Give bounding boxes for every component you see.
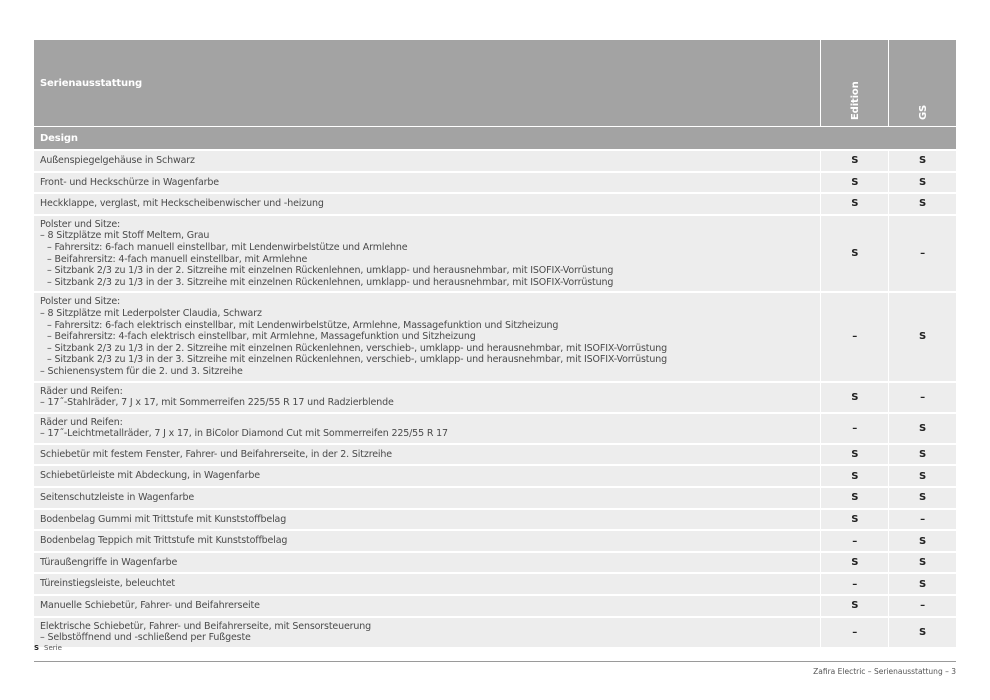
- row-label-line: Schiebetürleiste mit Abdeckung, in Wagenfarbe: [40, 470, 260, 482]
- value-edition: –: [821, 574, 888, 594]
- value-edition: S: [821, 151, 888, 171]
- value-edition: –: [821, 618, 888, 647]
- table-row: [34, 596, 956, 616]
- row-label-line: Schiebetür mit festem Fenster, Fahrer- und Beifahrerseite, in der 2. Sitzreihe: [40, 448, 392, 460]
- row-label-line: – Sitzbank 2/3 zu 1/3 in der 2. Sitzreihe mit einzelnen Rückenlehnen, verschieb-, umklapp- und herausnehmbar, mit ISOFIX-Vorrüstung: [47, 342, 667, 354]
- row-label: [34, 151, 820, 171]
- row-label-line: – Fahrersitz: 6-fach manuell einstellbar, mit Lendenwirbelstütze und Armlehne: [47, 241, 408, 253]
- table-row: [34, 574, 956, 594]
- row-label-line: – Sitzbank 2/3 zu 1/3 in der 3. Sitzreihe mit einzelnen Rückenlehnen, verschieb-, umklapp- und herausnehmbar, mit ISOFIX-Vorrüstung: [47, 354, 667, 366]
- row-label-line: Räder und Reifen:: [40, 385, 123, 397]
- value-edition: –: [821, 531, 888, 551]
- row-label-line: Türaußengriffe in Wagenfarbe: [40, 556, 178, 568]
- value-gs: S: [889, 151, 956, 171]
- value-edition: –: [821, 293, 888, 380]
- legend-symbol: S: [34, 644, 40, 652]
- legend: [34, 644, 62, 652]
- row-label: [34, 173, 820, 193]
- value-gs: S: [889, 574, 956, 594]
- row-label-line: – Fahrersitz: 6-fach elektrisch einstellbar, mit Lendenwirbelstütze, Armlehne, Massagefunktion und Sitzheizung: [47, 319, 559, 331]
- row-label-line: Manuelle Schiebetür, Fahrer- und Beifahrerseite: [40, 600, 260, 612]
- row-label-line: Bodenbelag Teppich mit Trittstufe mit Kunststoffbelag: [40, 535, 288, 547]
- value-edition: S: [821, 216, 888, 292]
- column-header-edition: [821, 40, 888, 126]
- row-label: [34, 194, 820, 214]
- table-row: [34, 194, 956, 214]
- row-label: [34, 466, 820, 486]
- value-edition: S: [821, 466, 888, 486]
- value-gs: S: [889, 414, 956, 443]
- row-label-line: Außenspiegelgehäuse in Schwarz: [40, 155, 195, 166]
- value-gs: S: [889, 293, 956, 380]
- value-edition: S: [821, 510, 888, 530]
- equipment-table: [34, 40, 956, 647]
- row-label-line: – Beifahrersitz: 4-fach manuell einstellbar, mit Armlehne: [47, 253, 308, 265]
- value-edition: S: [821, 194, 888, 214]
- row-label: [34, 596, 820, 616]
- row-label-line: Seitenschutzleiste in Wagenfarbe: [40, 492, 195, 504]
- table-row: [34, 466, 956, 486]
- row-label-line: – Selbstöffnend und -schließend per Fußgeste: [40, 632, 251, 644]
- row-label-line: Türeinstiegsleiste, beleuchtet: [40, 578, 175, 590]
- row-label: [34, 216, 820, 292]
- table-row: [34, 293, 956, 380]
- section-design: Design: [34, 127, 956, 149]
- table-header: [34, 40, 956, 126]
- row-label-line: Polster und Sitze:: [40, 296, 121, 308]
- value-edition: S: [821, 596, 888, 616]
- row-label: [34, 383, 820, 412]
- table-title: Serienausstattung: [34, 40, 820, 126]
- table-row: [34, 531, 956, 551]
- table-row: [34, 488, 956, 508]
- footer-divider: [34, 661, 956, 662]
- value-gs: S: [889, 194, 956, 214]
- row-label-line: Bodenbelag Gummi mit Trittstufe mit Kunststoffbelag: [40, 513, 287, 525]
- row-label-line: – 17˝-Leichtmetallräder, 7 J x 17, in BiColor Diamond Cut mit Sommerreifen 225/55 R 17: [40, 428, 448, 440]
- value-edition: –: [821, 414, 888, 443]
- table-row: [34, 445, 956, 465]
- table-row: [34, 618, 956, 647]
- table-row: [34, 510, 956, 530]
- value-gs: S: [889, 173, 956, 193]
- row-label: [34, 531, 820, 551]
- row-label-line: Front- und Heckschürze in Wagenfarbe: [40, 176, 219, 188]
- legend-text: Serie: [44, 644, 62, 652]
- table-row: [34, 173, 956, 193]
- value-edition: S: [821, 445, 888, 465]
- row-label-line: – Sitzbank 2/3 zu 1/3 in der 2. Sitzreihe mit einzelnen Rückenlehnen, umklapp- und herausnehmbar, mit ISOFIX-Vorrüstung: [47, 265, 614, 277]
- page-footer: Zafira Electric – Serienausstattung – 3: [813, 667, 956, 676]
- row-label-line: – Sitzbank 2/3 zu 1/3 in der 3. Sitzreihe mit einzelnen Rückenlehnen, umklapp- und herausnehmbar, mit ISOFIX-Vorrüstung: [47, 276, 614, 288]
- row-label: [34, 445, 820, 465]
- value-gs: –: [889, 510, 956, 530]
- row-label-line: – 8 Sitzplätze mit Lederpolster Claudia, Schwarz: [40, 307, 262, 319]
- value-gs: S: [889, 466, 956, 486]
- table-row: [34, 151, 956, 171]
- row-label: [34, 553, 820, 573]
- value-gs: S: [889, 553, 956, 573]
- column-label-gs: GS: [917, 104, 929, 120]
- value-edition: S: [821, 173, 888, 193]
- row-label: [34, 488, 820, 508]
- value-edition: S: [821, 553, 888, 573]
- table-row: [34, 553, 956, 573]
- value-gs: S: [889, 488, 956, 508]
- table-row: [34, 414, 956, 443]
- row-label: [34, 618, 820, 647]
- value-gs: S: [889, 618, 956, 647]
- value-edition: S: [821, 383, 888, 412]
- value-gs: –: [889, 383, 956, 412]
- table-row: [34, 216, 956, 292]
- row-label-line: Elektrische Schiebetür, Fahrer- und Beifahrerseite, mit Sensorsteuerung: [40, 620, 372, 632]
- row-label: [34, 574, 820, 594]
- row-label: [34, 510, 820, 530]
- row-label: [34, 293, 820, 380]
- column-label-edition: Edition: [849, 81, 861, 120]
- row-label-line: – Schienensystem für die 2. und 3. Sitzreihe: [40, 365, 243, 377]
- table-body: [34, 151, 956, 647]
- column-header-gs: [889, 40, 956, 126]
- value-gs: S: [889, 531, 956, 551]
- row-label-line: – 17˝-Stahlräder, 7 J x 17, mit Sommerreifen 225/55 R 17 und Radzierblende: [40, 397, 394, 409]
- table-row: [34, 383, 956, 412]
- value-gs: –: [889, 216, 956, 292]
- row-label-line: Räder und Reifen:: [40, 416, 123, 428]
- row-label-line: – Beifahrersitz: 4-fach elektrisch einstellbar, mit Armlehne, Massagefunktion und Sitzheizung: [47, 331, 476, 343]
- row-label-line: Heckklappe, verglast, mit Heckscheibenwischer und -heizung: [40, 198, 324, 210]
- value-gs: –: [889, 596, 956, 616]
- row-label: [34, 414, 820, 443]
- row-label-line: – 8 Sitzplätze mit Stoff Meltem, Grau: [40, 230, 210, 242]
- row-label-line: Polster und Sitze:: [40, 218, 121, 230]
- value-edition: S: [821, 488, 888, 508]
- value-gs: S: [889, 445, 956, 465]
